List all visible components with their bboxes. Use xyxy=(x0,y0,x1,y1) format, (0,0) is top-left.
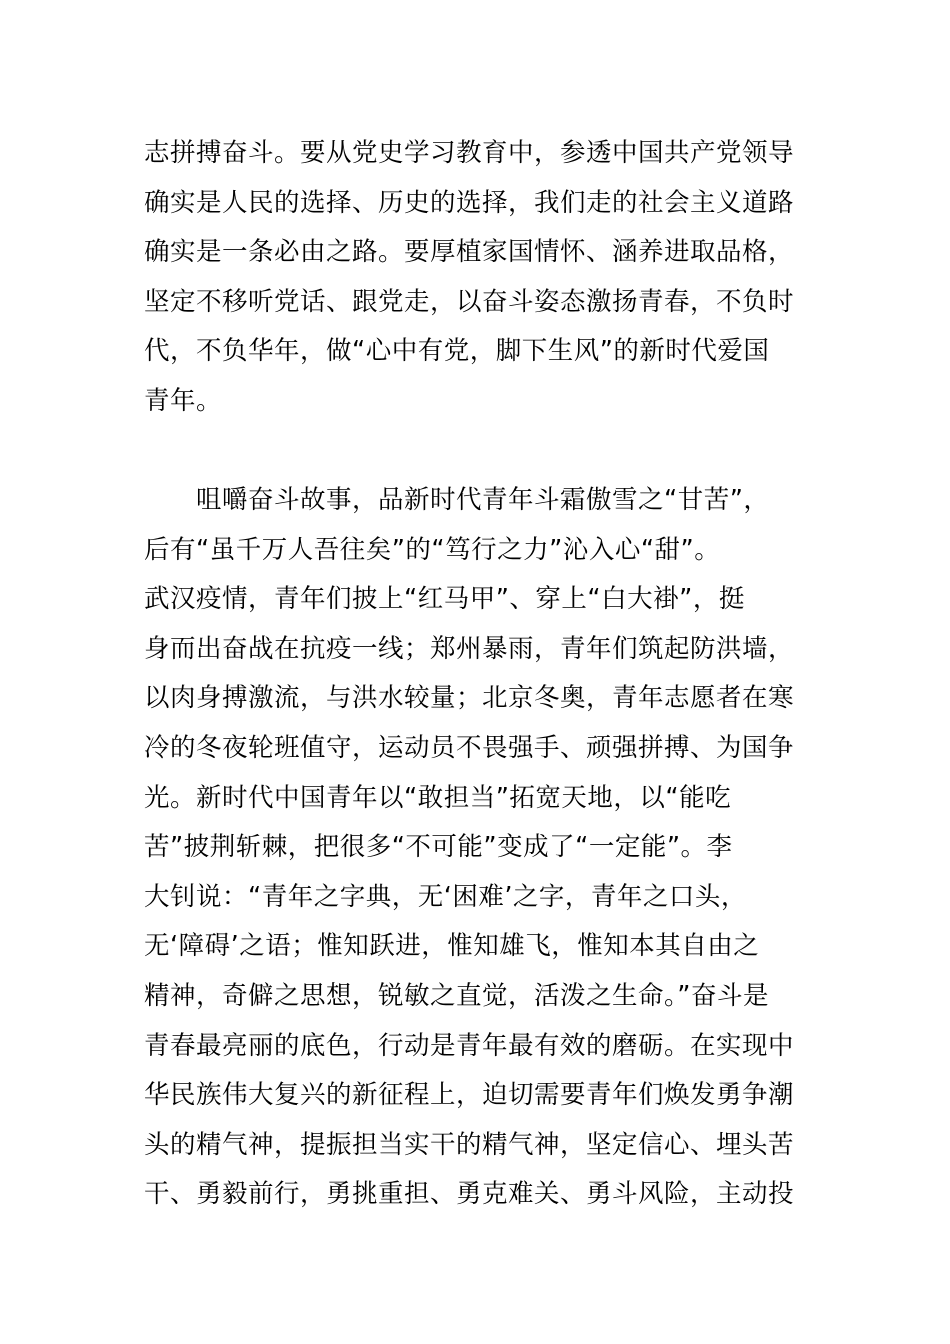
text-line: 光。新时代中国青年以“敢担当”拓宽天地，以“能吃 xyxy=(144,782,732,813)
text-line: 青年。 xyxy=(144,385,223,416)
text-line: 身而出奋战在抗疫一线；郑州暴雨，青年们筑起防洪墙， xyxy=(144,633,795,664)
paragraph-2 xyxy=(144,476,814,1220)
text-line: 苦”披荆斩棘，把很多“不可能”变成了“一定能”。李 xyxy=(144,832,733,863)
text-line: 冷的冬夜轮班值守，运动员不畏强手、顽强拼搏、为国争 xyxy=(144,732,795,763)
text-line: 华民族伟大复兴的新征程上，迫切需要青年们焕发勇争潮 xyxy=(144,1080,795,1111)
text-line: 无‘障碍’之语；惟知跃进，惟知雄飞，惟知本其自由之 xyxy=(144,931,760,962)
text-line: 代，不负华年，做“心中有党，脚下生风”的新时代爱国 xyxy=(144,336,770,367)
text-line: 志拼搏奋斗。要从党史学习教育中，参透中国共产党领导 xyxy=(144,138,795,168)
text-line: 干、勇毅前行，勇挑重担、勇克难关、勇斗风险，主动投 xyxy=(144,1179,795,1210)
text-line: 精神，奇僻之思想，锐敏之直觉，活泼之生命。”奋斗是 xyxy=(144,980,769,1011)
text-line: 坚定不移听党话、跟党走，以奋斗姿态激扬青春，不负时 xyxy=(144,286,795,317)
text-line: 头的精气神，提振担当实干的精气神，坚定信心、埋头苦 xyxy=(144,1129,795,1160)
paragraph-1 xyxy=(144,129,814,427)
text-line: 大钊说：“青年之字典，无‘困难’之字，青年之口头， xyxy=(144,881,747,912)
text-line: 确实是人民的选择、历史的选择，我们走的社会主义道路 xyxy=(144,187,795,218)
text-line: 咀嚼奋斗故事，品新时代青年斗霜傲雪之“甘苦”， xyxy=(144,485,770,515)
text-line: 后有“虽千万人吾往矣”的“笃行之力”沁入心“甜”。 xyxy=(144,534,721,565)
text-line: 武汉疫情，青年们披上“红马甲”、穿上“白大褂”，挺 xyxy=(144,584,745,615)
text-line: 确实是一条必由之路。要厚植家国情怀、涵养进取品格， xyxy=(144,237,795,268)
text-line: 以肉身搏激流，与洪水较量；北京冬奥，青年志愿者在寒 xyxy=(144,683,795,714)
text-line: 青春最亮丽的底色，行动是青年最有效的磨砺。在实现中 xyxy=(144,1030,795,1061)
